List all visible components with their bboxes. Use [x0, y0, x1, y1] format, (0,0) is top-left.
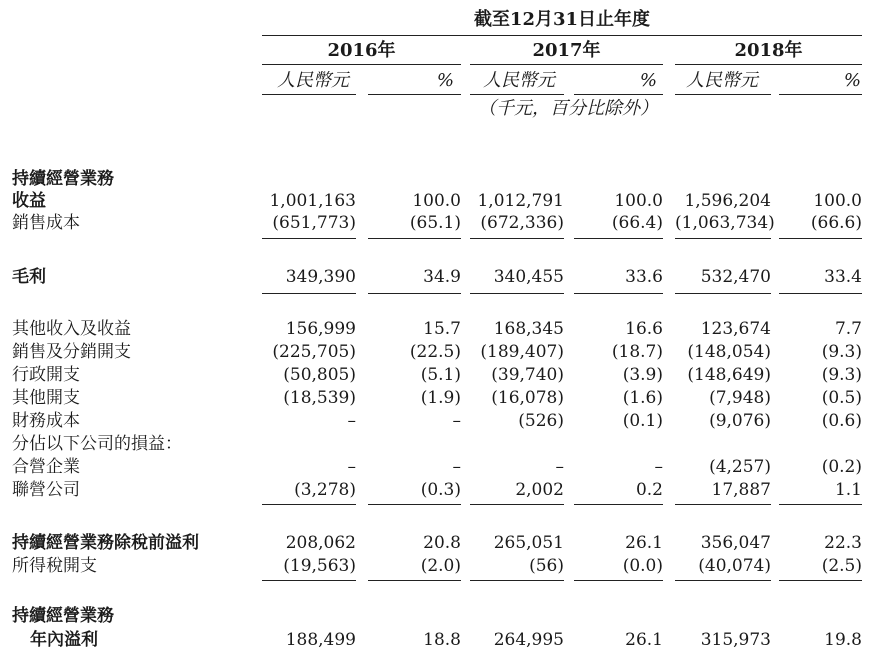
cell-oi-2017-pct: 16.6 [625, 319, 663, 339]
rule-a [262, 293, 356, 294]
cell-jv-2016-pct: – [452, 457, 461, 477]
cell-admin-2018-amt: (148,649) [687, 365, 771, 385]
cell-cos-2018-pct: (66.6) [810, 213, 862, 233]
rule-b [368, 238, 461, 239]
rule-a [262, 580, 356, 581]
cell-oe-2017-pct: (1.6) [622, 388, 663, 408]
cell-fin-2016-pct: – [452, 411, 461, 431]
pct-label-2017: % [639, 70, 657, 91]
currency-label-2016: 人民幣元 [277, 70, 349, 91]
pct-label-2018: % [843, 70, 861, 91]
cell-jv-2017-amt: – [555, 457, 564, 477]
rule-a [262, 504, 356, 505]
section-continuing-ops-2: 持續經營業務 [12, 606, 114, 626]
rule-e [675, 238, 771, 239]
cell-jv-2017-pct: – [654, 457, 663, 477]
unit-rule-d [574, 94, 663, 95]
cell-pbt-2017-pct: 26.1 [625, 533, 663, 553]
row-label-revenue: 收益 [12, 191, 46, 211]
cell-admin-2018-pct: (9.3) [821, 365, 862, 385]
section-share-of-results: 分佔以下公司的損益： [12, 434, 182, 454]
cell-sell-2018-pct: (9.3) [821, 342, 862, 362]
cell-tax-2017-amt: (56) [529, 556, 564, 576]
rule-b [368, 580, 461, 581]
cell-fin-2017-amt: (526) [518, 411, 564, 431]
cell-admin-2017-amt: (39,740) [491, 365, 564, 385]
period-heading: 截至12月31日止年度 [473, 9, 651, 30]
cell-gp-2016-amt: 349,390 [285, 267, 356, 287]
row-label-other-expenses: 其他開支 [12, 388, 80, 408]
cell-assoc-2017-pct: 0.2 [635, 480, 663, 500]
rule-a [262, 238, 356, 239]
cell-fin-2018-amt: (9,076) [709, 411, 771, 431]
unit-rule-a [262, 94, 356, 95]
rule-e [675, 504, 771, 505]
cell-oi-2016-amt: 156,999 [285, 319, 356, 339]
cell-oi-2017-amt: 168,345 [493, 319, 564, 339]
cell-fin-2018-pct: (0.6) [821, 411, 862, 431]
currency-label-2017: 人民幣元 [483, 70, 555, 91]
cell-jv-2016-amt: – [347, 457, 356, 477]
cell-profit-2017-amt: 264,995 [493, 630, 564, 650]
row-label-cost-of-sales: 銷售成本 [12, 213, 80, 233]
cell-profit-2018-amt: 315,973 [700, 630, 771, 650]
cell-jv-2018-amt: (4,257) [709, 457, 771, 477]
section-continuing-ops: 持續經營業務 [12, 169, 114, 189]
cell-assoc-2018-amt: 17,887 [711, 480, 771, 500]
cell-sell-2016-pct: (22.5) [409, 342, 461, 362]
row-label-profit: 年內溢利 [30, 630, 98, 650]
cell-revenue-2018-pct: 100.0 [813, 191, 862, 211]
cell-assoc-2018-pct: 1.1 [834, 480, 862, 500]
rule-d [574, 293, 663, 294]
cell-cos-2016-pct: (65.1) [409, 213, 461, 233]
cell-admin-2017-pct: (3.9) [622, 365, 663, 385]
unit-rule-e [675, 94, 771, 95]
cell-gp-2018-amt: 532,470 [700, 267, 771, 287]
cell-cos-2016-amt: (651,773) [272, 213, 356, 233]
cell-assoc-2016-pct: (0.3) [420, 480, 461, 500]
rule-c [470, 293, 564, 294]
year-2018: 2018年 [734, 40, 803, 61]
period-rule [262, 35, 862, 36]
row-label-admin: 行政開支 [12, 365, 80, 385]
year-2017-rule [470, 64, 663, 65]
unit-rule-c [470, 94, 564, 95]
cell-sell-2018-amt: (148,054) [687, 342, 771, 362]
cell-revenue-2018-amt: 1,596,204 [684, 191, 771, 211]
row-label-selling: 銷售及分銷開支 [12, 342, 131, 362]
cell-pbt-2016-amt: 208,062 [285, 533, 356, 553]
unit-rule-b [368, 94, 461, 95]
cell-pbt-2018-pct: 22.3 [824, 533, 862, 553]
rule-e [675, 293, 771, 294]
rule-f [779, 293, 862, 294]
row-label-jv: 合營企業 [12, 457, 80, 477]
year-2016-rule [262, 64, 461, 65]
pct-label-2016: % [436, 70, 454, 91]
cell-profit-2016-pct: 18.8 [423, 630, 461, 650]
cell-tax-2016-amt: (19,563) [283, 556, 356, 576]
unit-note: （千元，百分比除外） [478, 98, 658, 119]
rule-d [574, 580, 663, 581]
rule-f [779, 238, 862, 239]
cell-gp-2017-amt: 340,455 [493, 267, 564, 287]
cell-gp-2017-pct: 33.6 [625, 267, 663, 287]
cell-oe-2016-amt: (18,539) [283, 388, 356, 408]
row-label-tax: 所得稅開支 [12, 556, 97, 576]
cell-fin-2016-amt: – [347, 411, 356, 431]
cell-cos-2017-pct: (66.4) [611, 213, 663, 233]
cell-oe-2018-amt: (7,948) [709, 388, 771, 408]
unit-rule-f [779, 94, 862, 95]
cell-pbt-2018-amt: 356,047 [700, 533, 771, 553]
cell-fin-2017-pct: (0.1) [622, 411, 663, 431]
rule-f [779, 504, 862, 505]
rule-c [470, 238, 564, 239]
cell-oe-2018-pct: (0.5) [821, 388, 862, 408]
currency-label-2018: 人民幣元 [686, 70, 758, 91]
rule-f [779, 580, 862, 581]
row-label-associates: 聯營公司 [12, 480, 80, 500]
rule-d [574, 504, 663, 505]
cell-jv-2018-pct: (0.2) [821, 457, 862, 477]
cell-admin-2016-amt: (50,805) [283, 365, 356, 385]
row-label-pbt: 持續經營業務除稅前溢利 [12, 533, 199, 553]
rule-c [470, 580, 564, 581]
year-2017: 2017年 [532, 40, 601, 61]
cell-oi-2018-amt: 123,674 [700, 319, 771, 339]
cell-revenue-2016-amt: 1,001,163 [269, 191, 356, 211]
cell-oe-2016-pct: (1.9) [420, 388, 461, 408]
cell-gp-2018-pct: 33.4 [824, 267, 862, 287]
cell-tax-2018-amt: (40,074) [698, 556, 771, 576]
rule-c [470, 504, 564, 505]
rule-b [368, 504, 461, 505]
cell-oe-2017-amt: (16,078) [491, 388, 564, 408]
cell-tax-2016-pct: (2.0) [420, 556, 461, 576]
cell-assoc-2016-amt: (3,278) [294, 480, 356, 500]
cell-admin-2016-pct: (5.1) [420, 365, 461, 385]
cell-cos-2017-amt: (672,336) [480, 213, 564, 233]
row-label-other-income: 其他收入及收益 [12, 319, 131, 339]
cell-cos-2018-amt: (1,063,734) [675, 213, 775, 233]
cell-revenue-2017-pct: 100.0 [614, 191, 663, 211]
cell-pbt-2016-pct: 20.8 [423, 533, 461, 553]
row-label-finance-costs: 財務成本 [12, 411, 80, 431]
cell-assoc-2017-amt: 2,002 [515, 480, 564, 500]
cell-profit-2016-amt: 188,499 [285, 630, 356, 650]
year-2016: 2016年 [327, 40, 396, 61]
rule-d [574, 238, 663, 239]
cell-oi-2016-pct: 15.7 [423, 319, 461, 339]
row-label-gross-profit: 毛利 [12, 267, 46, 287]
cell-sell-2017-pct: (18.7) [611, 342, 663, 362]
cell-sell-2017-amt: (189,407) [480, 342, 564, 362]
cell-sell-2016-amt: (225,705) [272, 342, 356, 362]
cell-revenue-2017-amt: 1,012,791 [477, 191, 564, 211]
cell-revenue-2016-pct: 100.0 [412, 191, 461, 211]
cell-tax-2017-pct: (0.0) [622, 556, 663, 576]
cell-pbt-2017-amt: 265,051 [493, 533, 564, 553]
rule-e [675, 580, 771, 581]
cell-gp-2016-pct: 34.9 [423, 267, 461, 287]
cell-oi-2018-pct: 7.7 [834, 319, 862, 339]
cell-profit-2018-pct: 19.8 [824, 630, 862, 650]
cell-tax-2018-pct: (2.5) [821, 556, 862, 576]
cell-profit-2017-pct: 26.1 [625, 630, 663, 650]
year-2018-rule [675, 64, 862, 65]
rule-b [368, 293, 461, 294]
